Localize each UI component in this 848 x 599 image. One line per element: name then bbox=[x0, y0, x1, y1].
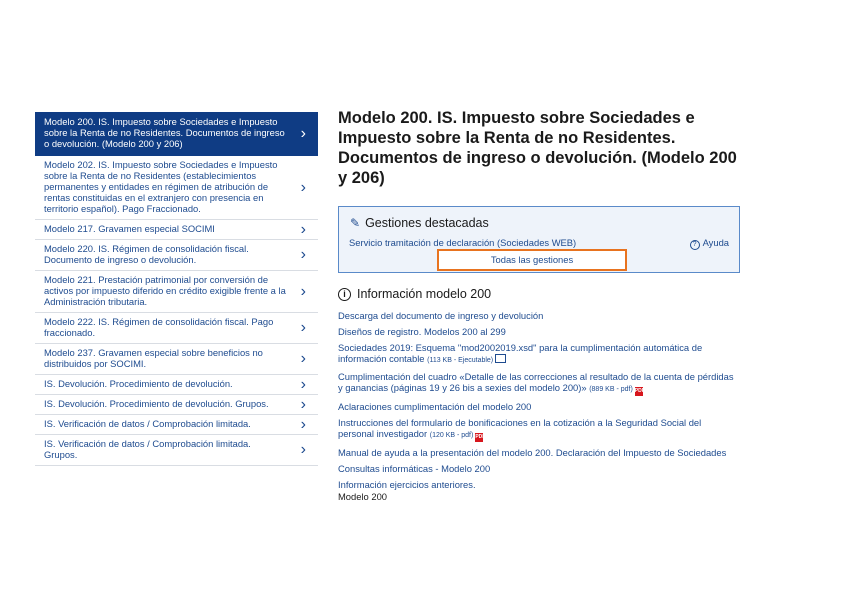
gestiones-heading bbox=[350, 216, 489, 230]
sidebar-item-7[interactable] bbox=[35, 375, 318, 395]
sidebar-item-label: Modelo 221. Prestación patrimonial por conversión de activos por impuesto diferido en crédito exigible frente a la Administración tributaria. bbox=[44, 274, 286, 307]
sidebar-item-4[interactable] bbox=[35, 271, 318, 313]
sidebar-item-label: IS. Devolución. Procedimiento de devolución. Grupos. bbox=[44, 398, 269, 409]
info-link[interactable]: Aclaraciones cumplimentación del modelo 200 bbox=[338, 401, 532, 412]
info-link-item[interactable] bbox=[338, 417, 738, 442]
page-title: Modelo 200. IS. Impuesto sobre Sociedades e Impuesto sobre la Renta de no Residentes. Documentos de ingreso o devolución. (Modelo 200 y 206) bbox=[338, 109, 737, 187]
file-meta: (113 KB - Ejecutable) bbox=[427, 357, 494, 364]
edit-icon: ✎ bbox=[350, 216, 361, 230]
sidebar-item-label: Modelo 200. IS. Impuesto sobre Sociedades e Impuesto sobre la Renta de no Residentes. Documentos de ingreso o devolución. (Modelo 200 y 206) bbox=[44, 116, 285, 149]
info-link-item[interactable] bbox=[338, 342, 738, 366]
sidebar-item-label: Modelo 202. IS. Impuesto sobre Sociedades e Impuesto sobre la Renta de no Residentes (establecimientos permanentes y entidades en régimen de atribución de rentas constituidas en el extranjero con presencia en territorio español). Pago Fraccionado. bbox=[44, 159, 278, 214]
main-content bbox=[338, 108, 748, 502]
ayuda-link[interactable] bbox=[690, 237, 729, 250]
chevron-right-icon: › bbox=[300, 124, 306, 142]
sidebar-item-5[interactable] bbox=[35, 313, 318, 344]
info-link[interactable]: Sociedades 2019: Esquema "mod2002019.xsd" para la cumplimentación automática de información contable bbox=[338, 342, 703, 364]
ayuda-label: Ayuda bbox=[702, 237, 729, 248]
sidebar-item-2[interactable] bbox=[35, 220, 318, 240]
chevron-right-icon: › bbox=[300, 319, 306, 336]
sidebar-item-label: IS. Verificación de datos / Comprobación limitada. bbox=[44, 418, 251, 429]
sidebar-item-1[interactable] bbox=[35, 156, 318, 220]
chevron-right-icon: › bbox=[300, 246, 306, 263]
info-link[interactable]: Consultas informáticas - Modelo 200 bbox=[338, 463, 491, 474]
info-link-list bbox=[338, 310, 748, 490]
chevron-right-icon: › bbox=[300, 282, 306, 300]
info-heading-text: Información modelo 200 bbox=[357, 287, 492, 301]
help-icon: ? bbox=[690, 240, 700, 250]
sidebar-nav bbox=[35, 112, 318, 466]
chevron-right-icon: › bbox=[300, 395, 306, 413]
info-link-item[interactable] bbox=[338, 463, 738, 474]
sidebar-item-9[interactable] bbox=[35, 415, 318, 435]
chevron-right-icon: › bbox=[300, 415, 306, 433]
sidebar-item-label: IS. Verificación de datos / Comprobación limitada. Grupos. bbox=[44, 438, 251, 460]
pdf-icon: PDF bbox=[634, 388, 645, 394]
info-link-item[interactable] bbox=[338, 401, 738, 412]
modelo-sub-text: Modelo 200 bbox=[338, 491, 387, 502]
sidebar-item-label: Modelo 237. Gravamen especial sobre beneficios no distribuidos por SOCIMI. bbox=[44, 347, 263, 369]
gestiones-destacadas-box bbox=[338, 206, 740, 273]
sidebar-item-6[interactable] bbox=[35, 344, 318, 375]
gestiones-heading-text: Gestiones destacadas bbox=[365, 216, 489, 230]
chevron-right-icon: › bbox=[300, 220, 306, 238]
info-link[interactable]: Cumplimentación del cuadro «Detalle de las correcciones al resultado de la cuenta de pérdidas y ganancias (páginas 19 y 26 bis a sexies del modelo 200)» bbox=[338, 371, 734, 393]
info-link-item[interactable] bbox=[338, 326, 738, 337]
chevron-right-icon: › bbox=[300, 375, 306, 393]
info-link[interactable]: Información ejercicios anteriores. bbox=[338, 479, 476, 490]
info-link[interactable]: Descarga del documento de ingreso y devolución bbox=[338, 310, 544, 321]
file-meta: (889 KB - pdf) bbox=[589, 386, 633, 393]
sidebar-item-label: IS. Devolución. Procedimiento de devolución. bbox=[44, 378, 233, 389]
sidebar-item-10[interactable] bbox=[35, 435, 318, 466]
info-link-item[interactable] bbox=[338, 310, 738, 321]
sidebar-item-label: Modelo 220. IS. Régimen de consolidación fiscal. Documento de ingreso o devolución. bbox=[44, 243, 249, 265]
info-heading bbox=[338, 287, 748, 301]
sidebar-item-0[interactable] bbox=[35, 112, 318, 156]
chevron-right-icon: › bbox=[300, 350, 306, 367]
sidebar-item-label: Modelo 222. IS. Régimen de consolidación fiscal. Pago fraccionado. bbox=[44, 316, 274, 338]
info-link[interactable]: Manual de ayuda a la presentación del modelo 200. Declaración del Impuesto de Sociedades bbox=[338, 447, 727, 458]
sidebar-item-8[interactable] bbox=[35, 395, 318, 415]
info-link[interactable]: Diseños de registro. Modelos 200 al 299 bbox=[338, 326, 506, 337]
chevron-right-icon: › bbox=[300, 441, 306, 458]
info-link-item[interactable] bbox=[338, 479, 738, 490]
sidebar-item-3[interactable] bbox=[35, 240, 318, 271]
chevron-right-icon: › bbox=[300, 178, 306, 196]
pdf-icon: PDF bbox=[475, 434, 486, 440]
sidebar-item-label: Modelo 217. Gravamen especial SOCIMI bbox=[44, 223, 215, 234]
file-meta: (120 KB - pdf) bbox=[429, 432, 474, 439]
info-icon: i bbox=[338, 288, 351, 301]
info-link[interactable]: Instrucciones del formulario de bonificaciones en la cotización a la Seguridad Social del personal investigador bbox=[338, 417, 702, 439]
info-link-item[interactable] bbox=[338, 447, 738, 458]
todas-las-gestiones-button[interactable]: Todas las gestiones bbox=[437, 249, 627, 271]
servicio-tramitacion-link[interactable]: Servicio tramitación de declaración (Sociedades WEB) bbox=[349, 237, 577, 248]
executable-icon bbox=[495, 354, 506, 363]
info-link-item[interactable] bbox=[338, 371, 738, 396]
